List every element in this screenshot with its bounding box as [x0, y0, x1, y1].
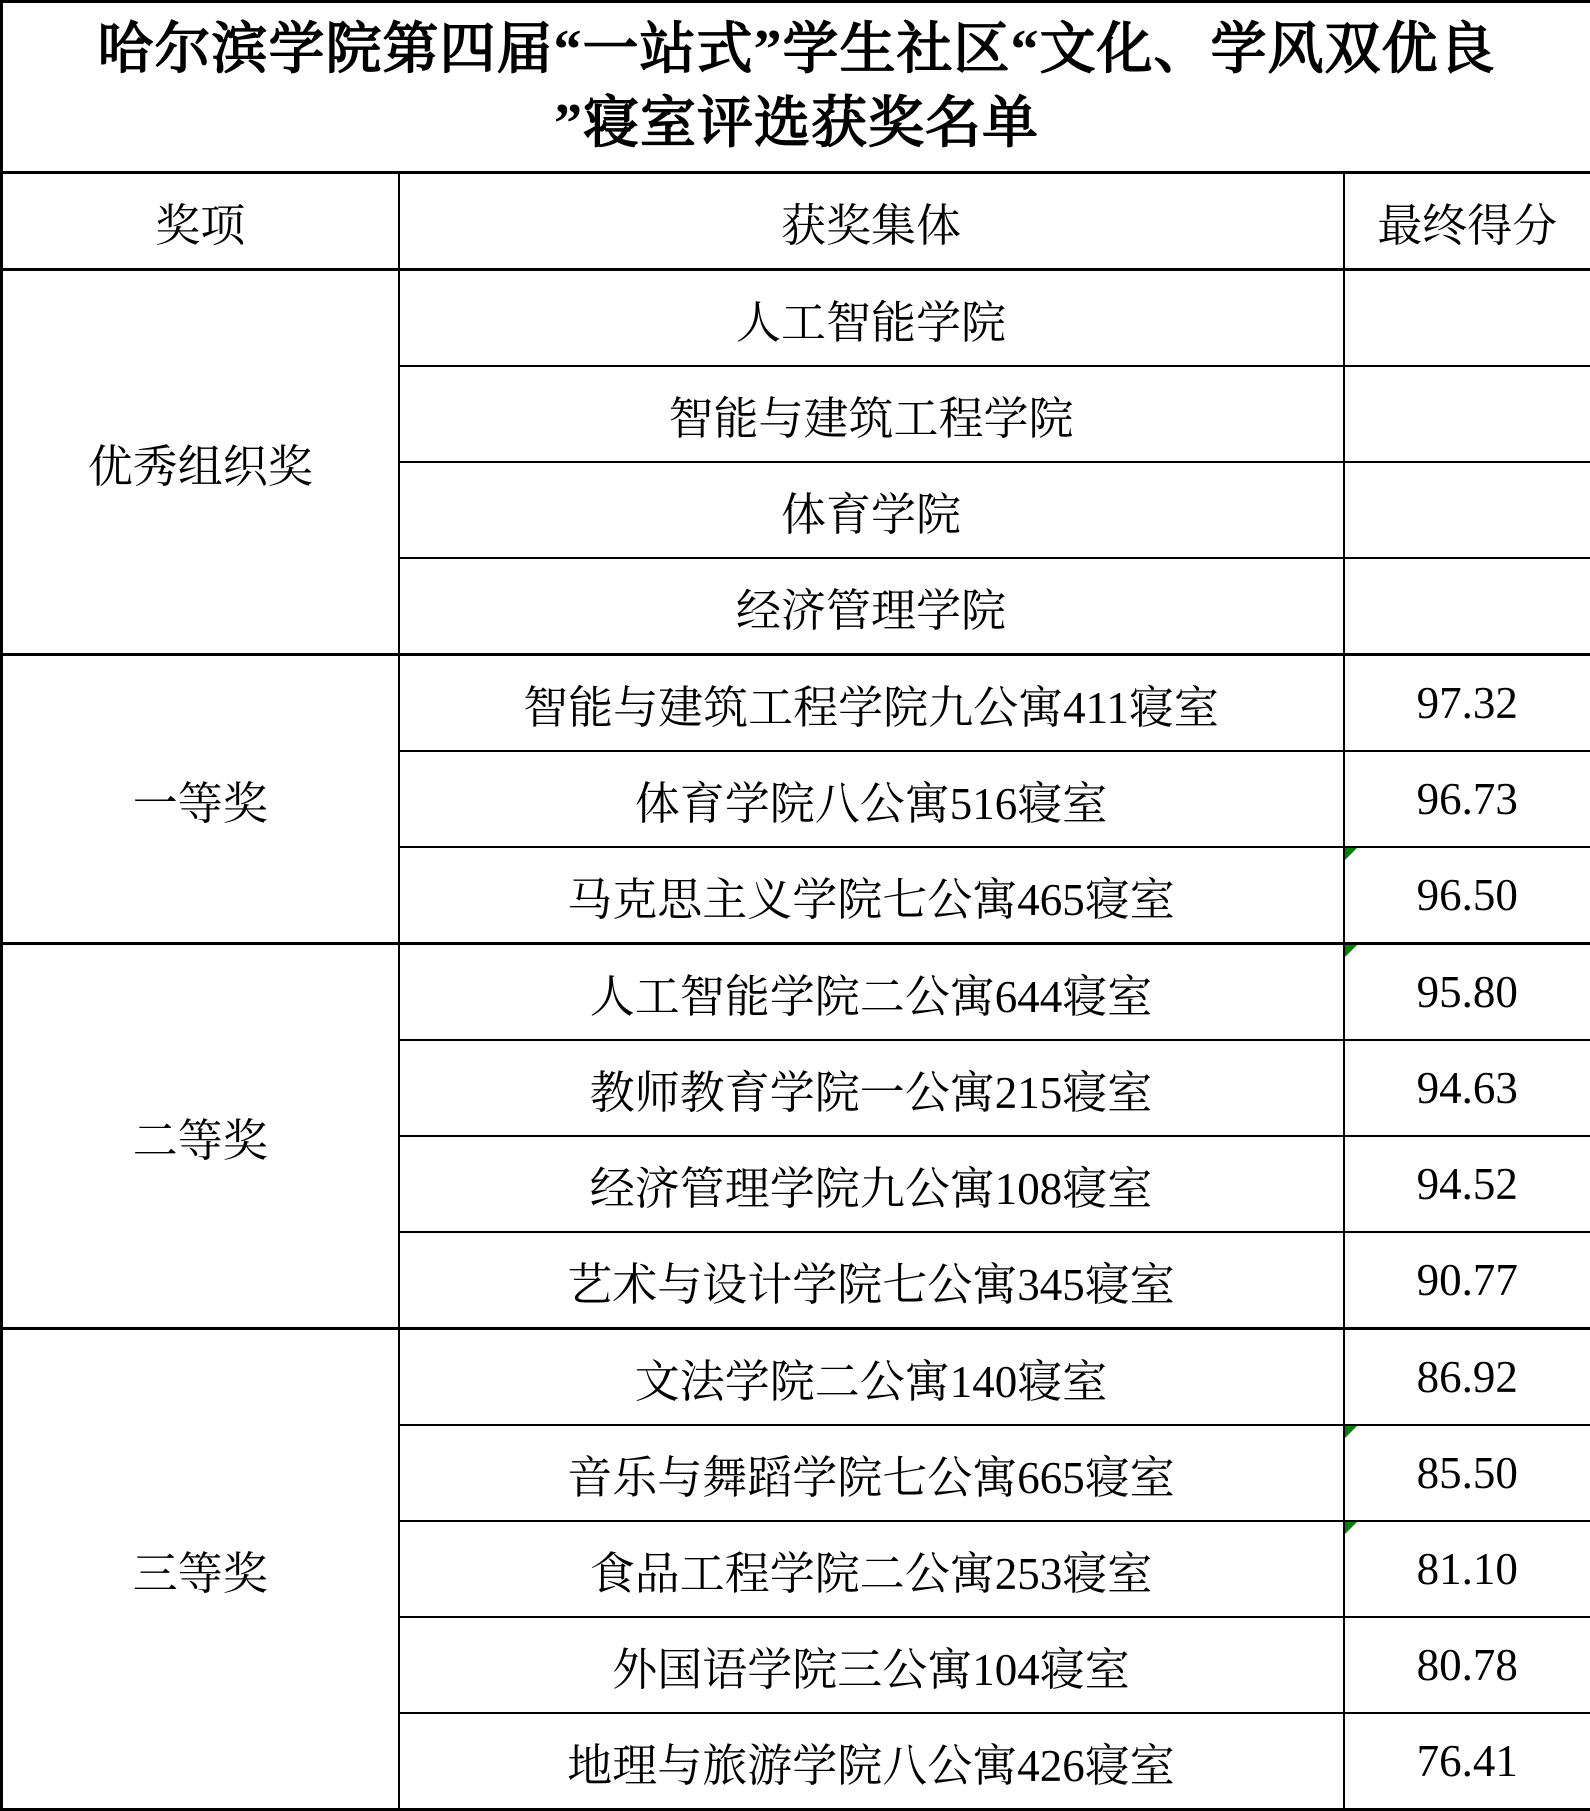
collective-cell: 音乐与舞蹈学院七公寓665寝室 — [399, 1425, 1344, 1521]
text-format-flag-icon — [1345, 1426, 1357, 1438]
score-cell: 76.41 — [1344, 1713, 1590, 1810]
score-cell: 96.50 — [1344, 847, 1590, 944]
collective-cell: 智能与建筑工程学院九公寓411寝室 — [399, 655, 1344, 752]
table-row — [2, 944, 1590, 1041]
page-title-line2: ”寝室评选获奖名单 — [3, 87, 1590, 161]
award-group-second-prize: 二等奖 — [2, 944, 399, 1329]
score-cell: 94.52 — [1344, 1136, 1590, 1232]
award-group-excellent-organization: 优秀组织奖 — [2, 270, 399, 655]
collective-cell: 体育学院八公寓516寝室 — [399, 751, 1344, 847]
collective-cell: 体育学院 — [399, 462, 1344, 558]
col-header-award: 奖项 — [2, 173, 399, 270]
score-cell: 94.63 — [1344, 1040, 1590, 1136]
title-row — [2, 2, 1590, 173]
score-cell: 85.50 — [1344, 1425, 1590, 1521]
page-title-line1: 哈尔滨学院第四届“一站式”学生社区“文化、学风双优良 — [3, 13, 1590, 87]
score-cell: 81.10 — [1344, 1521, 1590, 1617]
score-cell: 97.32 — [1344, 655, 1590, 752]
collective-cell: 经济管理学院 — [399, 558, 1344, 655]
col-header-collective: 获奖集体 — [399, 173, 1344, 270]
collective-cell: 地理与旅游学院八公寓426寝室 — [399, 1713, 1344, 1810]
score-cell — [1344, 366, 1590, 462]
collective-cell: 经济管理学院九公寓108寝室 — [399, 1136, 1344, 1232]
text-format-flag-icon — [1345, 945, 1357, 957]
header-row — [2, 173, 1590, 270]
collective-cell: 人工智能学院二公寓644寝室 — [399, 944, 1344, 1041]
collective-cell: 教师教育学院一公寓215寝室 — [399, 1040, 1344, 1136]
score-cell — [1344, 270, 1590, 367]
text-format-flag-icon — [1345, 1522, 1357, 1534]
table-row — [2, 655, 1590, 752]
collective-cell: 马克思主义学院七公寓465寝室 — [399, 847, 1344, 944]
text-format-flag-icon — [1345, 848, 1357, 860]
collective-cell: 文法学院二公寓140寝室 — [399, 1329, 1344, 1426]
page-title — [2, 2, 1590, 173]
collective-cell: 人工智能学院 — [399, 270, 1344, 367]
score-cell: 95.80 — [1344, 944, 1590, 1041]
score-cell: 80.78 — [1344, 1617, 1590, 1713]
score-cell: 90.77 — [1344, 1232, 1590, 1329]
award-group-first-prize: 一等奖 — [2, 655, 399, 944]
table-row — [2, 1329, 1590, 1426]
collective-cell: 外国语学院三公寓104寝室 — [399, 1617, 1344, 1713]
score-cell — [1344, 558, 1590, 655]
collective-cell: 食品工程学院二公寓253寝室 — [399, 1521, 1344, 1617]
table-row — [2, 270, 1590, 367]
collective-cell: 智能与建筑工程学院 — [399, 366, 1344, 462]
score-cell: 96.73 — [1344, 751, 1590, 847]
collective-cell: 艺术与设计学院七公寓345寝室 — [399, 1232, 1344, 1329]
score-cell — [1344, 462, 1590, 558]
col-header-score: 最终得分 — [1344, 173, 1590, 270]
score-cell: 86.92 — [1344, 1329, 1590, 1426]
award-group-third-prize: 三等奖 — [2, 1329, 399, 1810]
